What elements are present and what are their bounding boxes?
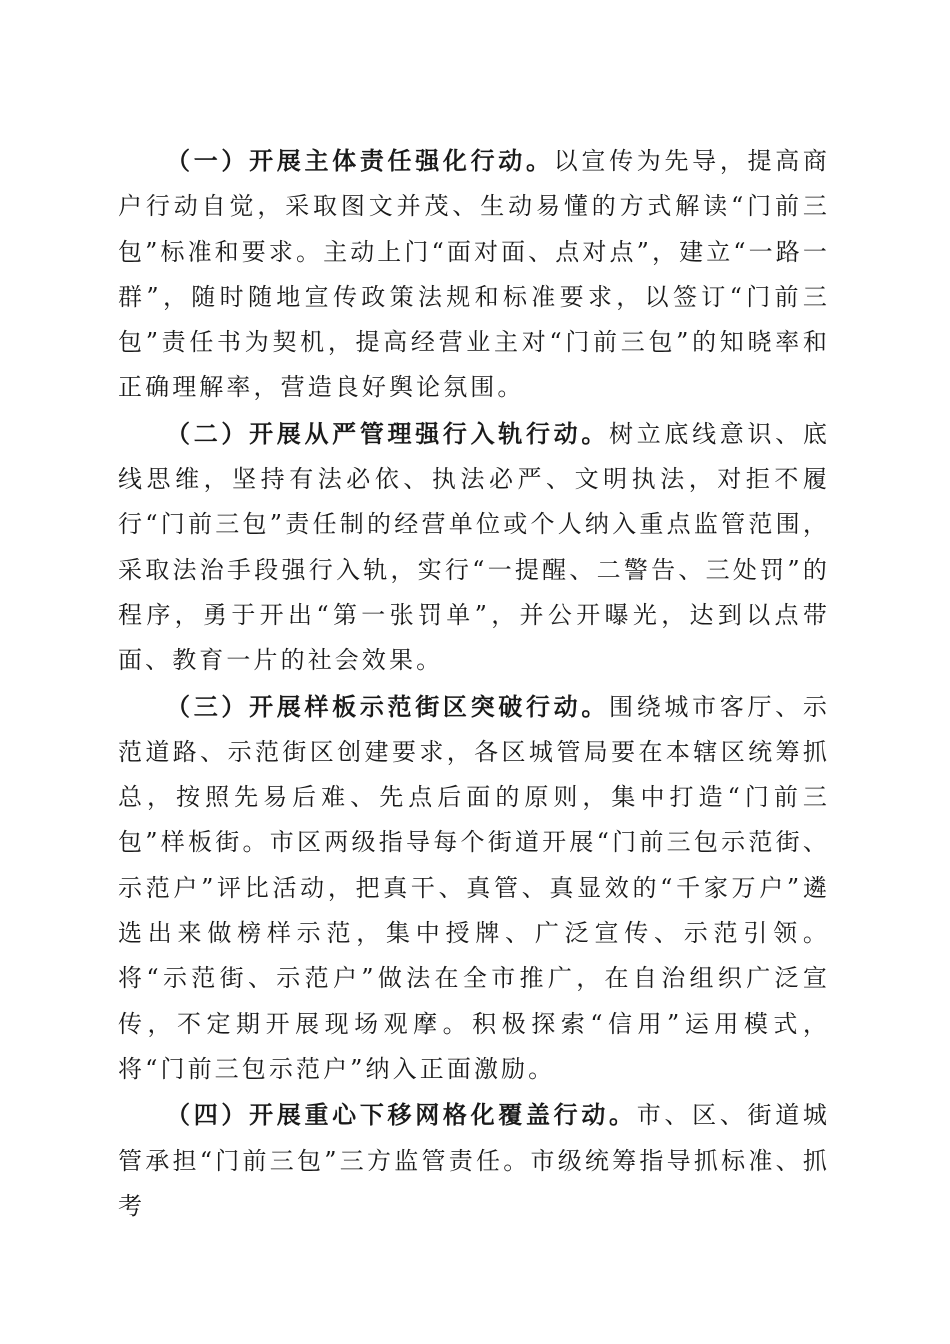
paragraph-1-text: 以宣传为先导，提高商户行动自觉，采取图文并茂、生动易懂的方式解读“门前三包”标准和要求。主动上门“面对面、点对点”，建立“一路一群”，随时随地宣传政策法规和标准要求，以签订“门前三包”责任书为契机，提高经营业主对“门前三包”的知晓率和正确理解率，营造良好舆论氛围。 (118, 147, 831, 402)
paragraph-4 (118, 1092, 830, 1229)
paragraph-4-text: 市、区、街道城管承担“门前三包”三方监管责任。市级统筹指导抓标准、抓考 (118, 1101, 830, 1220)
paragraph-4-heading: （四）开展重心下移网格化覆盖行动。 (166, 1100, 637, 1130)
paragraph-2-text: 树立底线意识、底线思维，坚持有法必依、执法必严、文明执法，对拒不履行“门前三包”责任制的经营单位或个人纳入重点监管范围，采取法治手段强行入轨，实行“一提醒、二警告、三处罚”的程序，勇于开出“第一张罚单”，并公开曝光，达到以点带面、教育一片的社会效果。 (118, 419, 830, 675)
paragraph-2-heading: （二）开展从严管理强行入轨行动。 (166, 418, 610, 448)
paragraph-2 (118, 411, 830, 684)
document-body (118, 138, 830, 1229)
paragraph-1 (118, 138, 830, 411)
paragraph-1-heading: （一）开展主体责任强化行动。 (166, 146, 554, 175)
paragraph-3-text: 围绕城市客厅、示范道路、示范街区创建要求，各区城管局要在本辖区统筹抓总，按照先易后难、先点后面的原则，集中打造“门前三包”样板街。市区两级指导每个街道开展“门前三包示范街、示范户”评比活动，把真干、真管、真显效的“千家万户”遴选出来做榜样示范，集中授牌、广泛宣传、示范引领。将“示范街、示范户”做法在全市推广，在自治组织广泛宣传，不定期开展现场观摩。积极探索“信用”运用模式，将“门前三包示范户”纳入正面激励。 (118, 692, 830, 1083)
paragraph-3 (118, 684, 830, 1093)
paragraph-3-heading: （三）开展样板示范街区突破行动。 (166, 691, 610, 721)
